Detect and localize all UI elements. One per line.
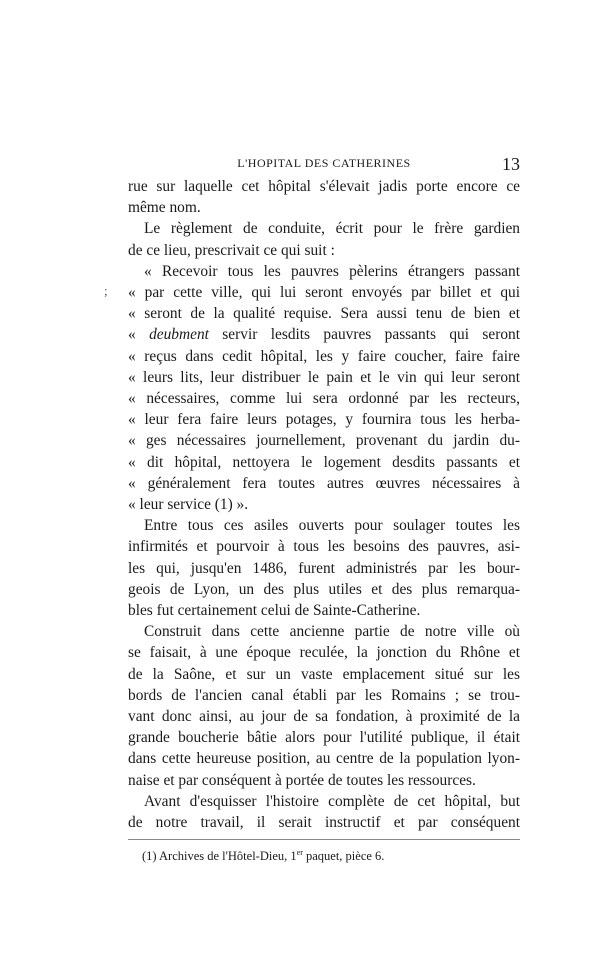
- text-line: grande boucherie bâtie alors pour l'utilité publique, il était: [128, 729, 520, 747]
- text-line: infirmités et pourvoir à tous les besoins des pauvres, asi-: [128, 538, 520, 556]
- text-line: rue sur laquelle cet hôpital s'élevait jadis porte encore ce: [128, 178, 520, 195]
- text-line: « reçus dans cedit hôpital, les y faire coucher, faire faire: [128, 347, 520, 365]
- text-line: geois de Lyon, un des plus utiles et des plus remarqua-: [128, 580, 520, 598]
- text-line: bles fut certainement celui de Sainte-Catherine.: [128, 602, 421, 620]
- text-line: « nécessaires, comme lui sera ordonné par les recteurs,: [128, 390, 520, 408]
- text-line: de la Saône, et sur un vaste emplacement situé sur les: [128, 665, 520, 683]
- text-line: « Recevoir tous les pauvres pèlerins étrangers passant: [144, 262, 520, 280]
- text-line: « dit hôpital, nettoyera le logement desdits passants et: [128, 453, 520, 471]
- margin-mark: ;: [104, 283, 108, 298]
- text-line: « leur service (1) ».: [128, 496, 249, 514]
- emphasized-word: deubment: [149, 326, 209, 344]
- text-line: de notre travail, il serait instructif et par conséquent: [128, 814, 520, 832]
- page-number: 13: [502, 154, 520, 174]
- text-line: Construit dans cette ancienne partie de notre ville où: [144, 623, 520, 641]
- text-line: « ges nécessaires journellement, provenant du jardin du-: [128, 432, 520, 450]
- text-line: se faisait, à une époque reculée, la jonction du Rhône et: [128, 644, 520, 662]
- text-line: « leur fera faire leurs potages, y fournira tous les herba-: [128, 411, 520, 429]
- text-line: Avant d'esquisser l'histoire complète de cet hôpital, but: [144, 792, 520, 810]
- footnote-superscript: er: [296, 848, 303, 857]
- footnote-text-end: paquet, pièce 6.: [302, 849, 385, 864]
- page-header: [128, 154, 520, 178]
- footnote-text: (1) Archives de l'Hôtel-Dieu, 1: [142, 849, 297, 864]
- text-line: bords de l'ancien canal établi par les Romains ; se trou-: [128, 686, 520, 704]
- text-line: vant donc ainsi, au jour de sa fondation, à proximité de la: [128, 708, 520, 726]
- text-line: Le règlement de conduite, écrit pour le frère gardien: [144, 220, 520, 238]
- text-line: « leurs lits, leur distribuer le pain et le vin qui leur seront: [128, 368, 520, 386]
- text-line: même nom.: [128, 199, 201, 217]
- body-text: [128, 176, 520, 833]
- text-line: les qui, jusqu'en 1486, furent administrés par les bour-: [128, 559, 520, 577]
- running-title: L'HOPITAL DES CATHERINES: [237, 156, 411, 170]
- text-line: « deubment servir lesdits pauvres passants qui seront: [128, 326, 520, 344]
- text-line: « généralement fera toutes autres œuvres nécessaires à: [128, 474, 520, 492]
- footnote: [142, 848, 384, 864]
- text-line: naise et par conséquent à portée de toutes les ressources.: [128, 771, 476, 789]
- text-line: dans cette heureuse position, au centre de la population lyon-: [128, 750, 520, 768]
- text-line: « par cette ville, qui lui seront envoyés par billet et qui: [128, 284, 520, 302]
- text-line: de ce lieu, prescrivait ce qui suit :: [128, 241, 335, 259]
- footnote-divider: [128, 839, 520, 840]
- text-line: Entre tous ces asiles ouverts pour soulager toutes les: [144, 517, 520, 535]
- text-line: « seront de la qualité requise. Sera aussi tenu de bien et: [128, 305, 520, 323]
